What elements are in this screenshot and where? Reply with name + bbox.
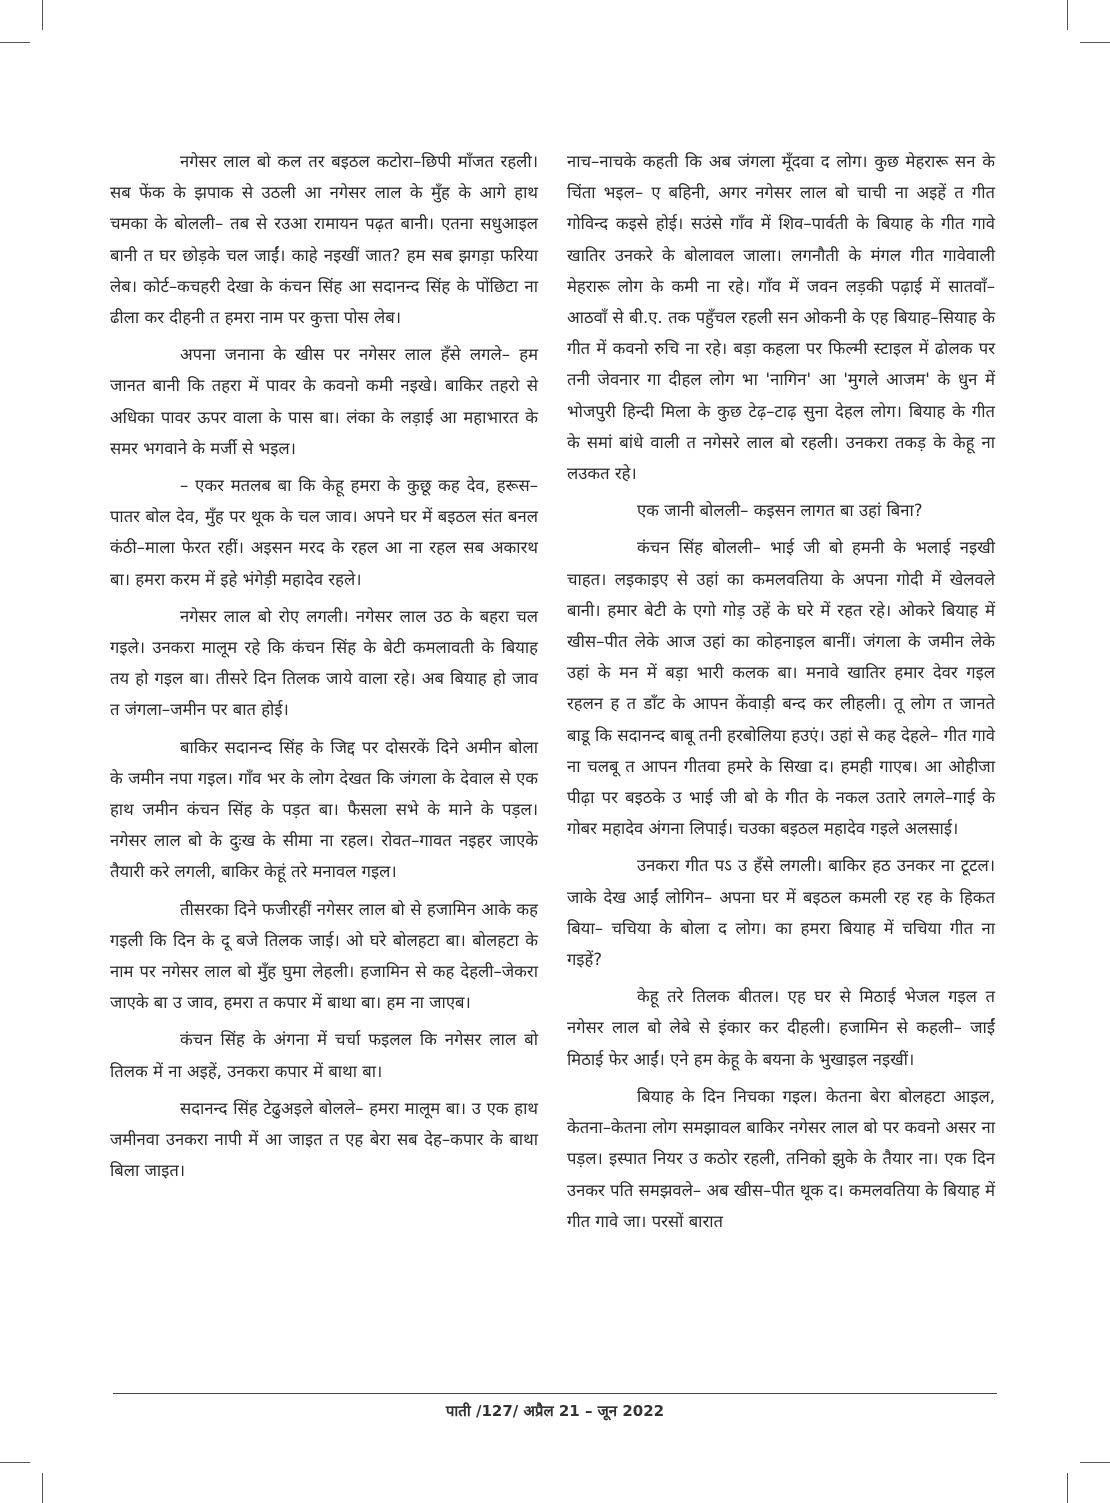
right-column: [567, 146, 995, 1237]
paragraph: अपना जनाना के खीस पर नगेसर लाल हँसे लगले– हम जानत बानी कि तहरा में पावर के कवनो कमी नइखे। बाकिर तहरो से अधिका पावर ऊपर वाला के पास बा। लंका के लड़ाई आ महाभारत के समर भगवाने के मर्जी से भइल।: [110, 345, 538, 458]
paragraph: बियाह के दिन निचका गइल। केतना बेरा बोलहटा आइल, केतना–केतना लोग समझावल बाकिर नगेसर लाल बो पर कवनो असर ना पड़ल। इस्पात नियर उ कठोर रहली, तनिको झुके के तैयार ना। एक दिन उनकर पति समझवले– अब खीस–पीत थूक द। कमलवतिया के बियाह में गीत गावे जा। परसों बारात: [567, 1086, 995, 1231]
paragraph: – एकर मतलब बा कि केहू हमरा के कुछू कह देव, हरूस–पातर बोल देव, मुँह पर थूक के चल जाव। अपने घर में बइठल संत बनल कंठी–माला फेरत रहीं। अइसन मरद के रहल आ ना रहल सब अकारथ बा। हमरा करम में इहे भंगेड़ी महादेव रहले।: [110, 476, 538, 589]
crop-mark-bottom-left-h: [0, 1462, 30, 1463]
paragraph: सदानन्द सिंह टेढुअइले बोलले– हमरा मालूम बा। उ एक हाथ जमीनवा उनकरा नापी में आ जाइत त एह बेरा सब देह–कपार के बाथा बिला जाइत।: [110, 1098, 538, 1181]
paragraph: केहू तरे तिलक बीतल। एह घर से मिठाई भेजल गइल त नगेसर लाल बो लेबे से इंकार कर दीहली। हजामिन से कहली– जाईं मिठाई फेर आईं। एने हम केहू के बयना के भुखाइल नइखीं।: [567, 987, 995, 1069]
crop-mark-top-left-v: [42, 0, 43, 30]
paragraph: नगेसर लाल बो रोए लगली। नगेसर लाल उठ के बहरा चल गइले। उनकरा मालूम रहे कि कंचन सिंह के बेटी कमलावती के बियाह तय हो गइल बा। तीसरे दिन तिलक जाये वाला रहे। अब बियाह हो जाव त जंगला–जमीन पर बात होई।: [110, 606, 538, 720]
paragraph: नाच–नाचके कहती कि अब जंगला मूँदवा द लोग। कुछ मेहरारू सन के चिंता भइल– ए बहिनी, अगर नगेसर लाल बो चाची ना अइहें त गीत गोविन्द कइसे होई। सउंसे गाँव में शिव–पार्वती के बियाह के गीत गावे खातिर उनकरे के बोलावल जाला। लगनौती के मंगल गीत गावेवाली मेहरारू लोग के कमी ना रहे। गाँव में जवन लड़की पढ़ाई में सातवाँ–आठवाँ से बी.ए. तक पहुँचल रहली सन ओकनी के एह बियाह–सियाह के गीत में कवनो रुचि ना रहे। बड़ा कहला पर फिल्मी स्टाइल में ढोलक पर तनी जेवनार गा दीहल लोग भा 'नागिन' आ 'मुगले आजम' के धुन में भोजपुरी हिन्दी मिला के कुछ टेढ़–टाढ़ सुना देहल लोग। बियाह के गीत के समां बांधे वाली त नगेसरे लाल बो रहली। उनकरा तकड़ के केहू ना लउकत रहे।: [567, 152, 995, 484]
paragraph: उनकरा गीत पऽ उ हँसे लगली। बाकिर हठ उनकर ना टूटल। जाके देख आईं लोगिन– अपना घर में बइठल कमली रह रह के हिकत बिया– चचिया के बोला द लोग। का हमरा बियाह में चचिया गीत ना गइहें?: [567, 856, 995, 970]
paragraph: एक जानी बोलली– कइसन लागत बा उहां बिना?: [637, 501, 923, 521]
paragraph: बाकिर सदानन्द सिंह के जिद्द पर दोसरकें दिने अमीन बोला के जमीन नपा गइल। गाँव भर के लोग देखत कि जंगला के देवाल से एक हाथ जमीन कंचन सिंह के पड़त बा। फैसला सभे के माने के पड़ल। नगेसर लाल बो के दुःख के सीमा ना रहल। रोवत–गावत नइहर जाएके तैयारी करे लगली, बाकिर केहूं तरे मनावल गइल।: [110, 737, 538, 882]
crop-mark-top-right-v: [1067, 0, 1068, 30]
crop-mark-top-left-h: [0, 42, 30, 43]
crop-mark-top-right-h: [1080, 42, 1110, 43]
crop-mark-bottom-right-v: [1067, 1473, 1068, 1503]
paragraph: कंचन सिंह के अंगना में चर्चा फइलल कि नगेसर लाल बो तिलक में ना अइहें, उनकरा कपार में बाथा बा।: [110, 1030, 538, 1081]
crop-mark-bottom-right-h: [1080, 1462, 1110, 1463]
page-footer: पाती /127/ अप्रैल 21 – जून 2022: [445, 1402, 665, 1420]
left-column: [110, 146, 538, 1187]
paragraph: तीसरका दिने फजीरहीं नगेसर लाल बो से हजामिन आके कह गइली कि दिन के दू बजे तिलक जाई। ओ घरे बोलहटा बा। बोलहटा के नाम पर नगेसर लाल बो मुँह घुमा लेहली। हजामिन से कह देहली–जेकरा जाएके बा उ जाव, हमरा त कपार में बाथा बा। हम ना जाएब।: [110, 899, 538, 1013]
crop-mark-bottom-left-v: [42, 1473, 43, 1503]
paragraph: नगेसर लाल बो कल तर बइठल कटोरा–छिपी माँजत रहली। सब फेंक के झपाक से उठली आ नगेसर लाल के मुँह के आगे हाथ चमका के बोलली– तब से रउआ रामायन पढ़त बानी। एतना सधुआइल बानी त घर छोड़के चल जाईं। काहे नइखीं जात? हम सब झगड़ा फरिया लेब। कोर्ट–कचहरी देखा के कंचन सिंह आ सदानन्द सिंह के पोंछिटा ना ढीला कर दीहनी त हमरा नाम पर कुत्ता पोस लेब।: [110, 152, 538, 328]
paragraph: कंचन सिंह बोलली– भाई जी बो हमनी के भलाई नइखी चाहत। लइकाइए से उहां का कमलवतिया के अपना गोदी में खेलवले बानी। हमार बेटी के एगो गोड़ उहें के घरे में रहत रहे। ओकरे बियाह में खीस–पीत लेके आज उहां का कोहनाइल बानीं। जंगला के जमीन लेके उहां के मन में बड़ा भारी कलक बा। मनावे खातिर हमार देवर गइल रहलन ह त डॉंट के आपन केंवाड़ी बन्द कर लीहली। तू लोग त जानते बाडू कि सदानन्द बाबू तनी हरबोलिया हउएं। उहां से कह देहले– गीत गावे ना चलबू त आपन गीतवा हमरे के सिखा द। हमही गाएब। आ ओहीजा पीढ़ा पर बइठके उ भाई जी बो के गीत के नकल उतारे लगले–गाई के गोबर महादेव अंगना लिपाई। चउका बइठल महादेव गइले अलसाई।: [567, 538, 995, 839]
footer-rule: [113, 1393, 997, 1394]
